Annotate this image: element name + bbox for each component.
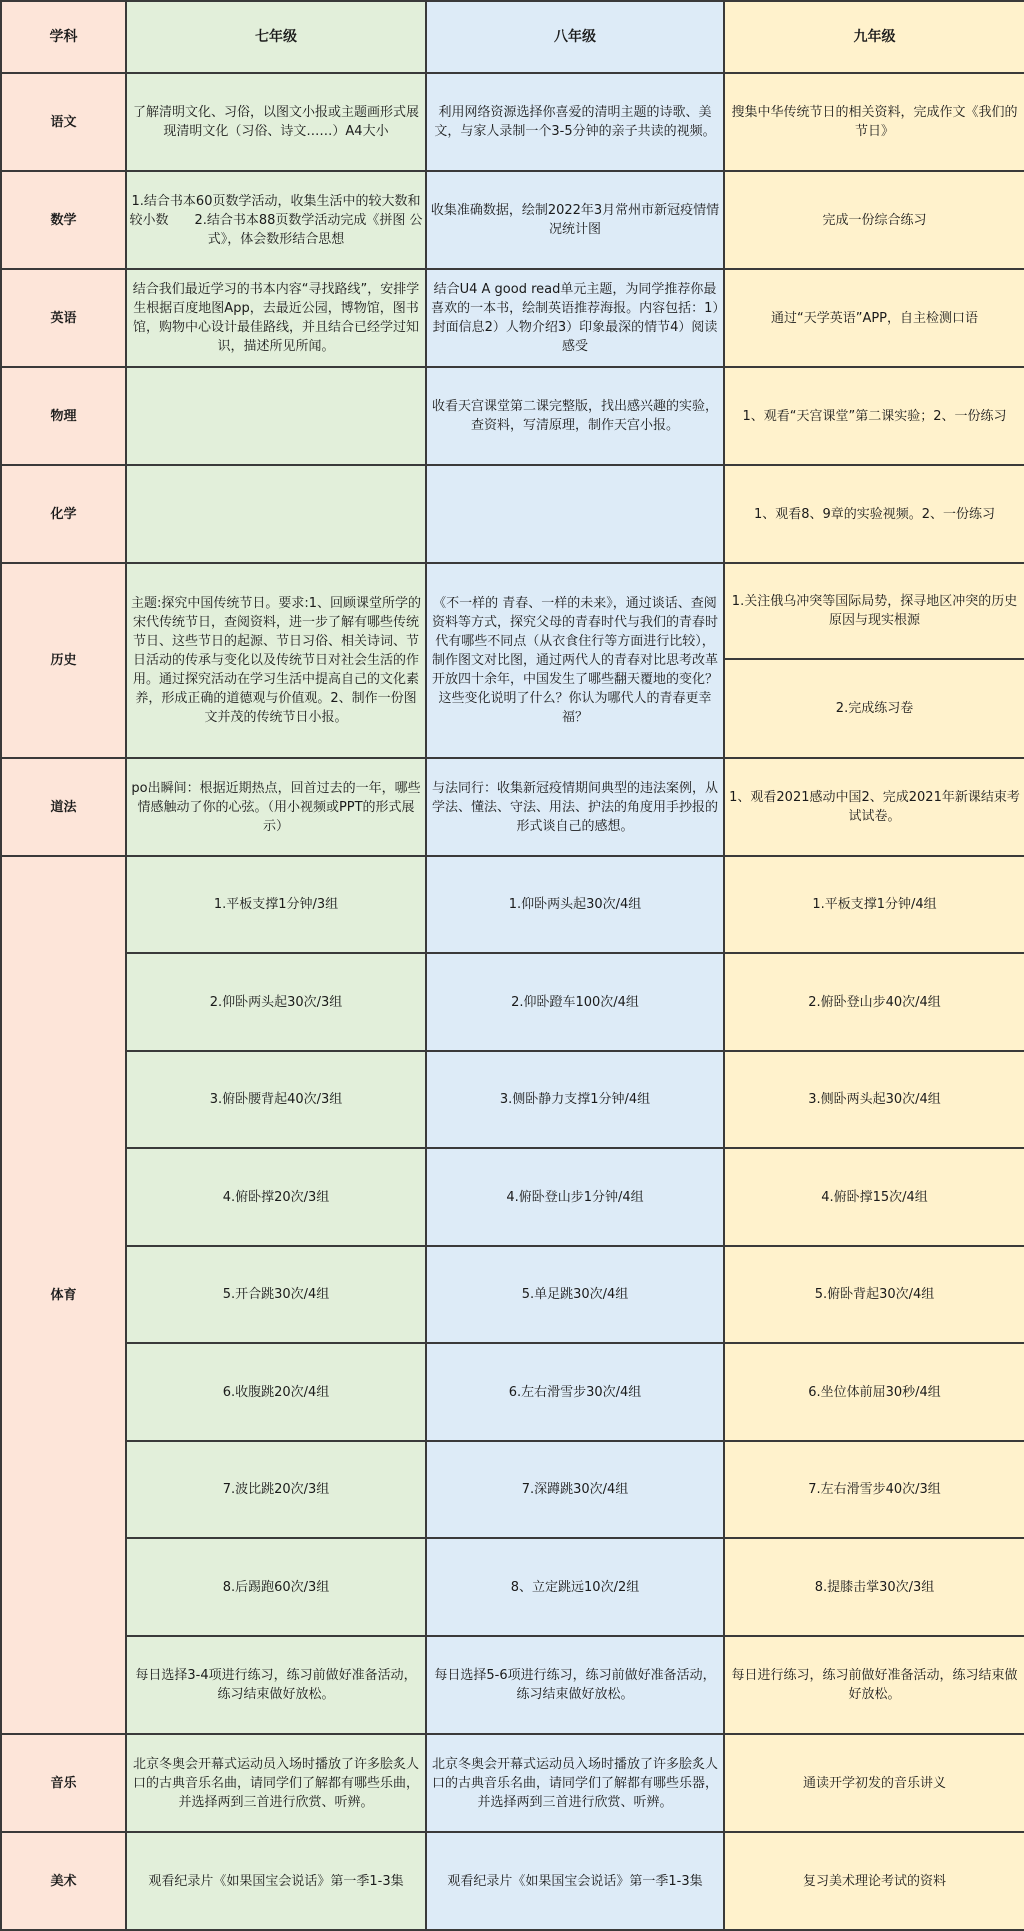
grade9-cell: 3.侧卧两头起30次/4组: [724, 1051, 1024, 1148]
grade7-cell: 8.后踢跑60次/3组: [126, 1538, 426, 1636]
grade7-cell: 6.收腹跳20次/4组: [126, 1343, 426, 1441]
grade7-cell: 了解清明文化、习俗，以图文小报或主题画形式展现清明文化（习俗、诗文……）A4大小: [126, 73, 426, 171]
grade9-cell: 搜集中华传统节日的相关资料，完成作文《我们的节日》: [724, 73, 1024, 171]
grade9-cell: 通读开学初发的音乐讲义: [724, 1734, 1024, 1832]
row-morality-law: [1, 758, 1024, 856]
header-row: [1, 1, 1024, 73]
row-pe-3: [1, 1051, 1024, 1148]
subject-cell: 道法: [1, 758, 126, 856]
grade7-cell: po出瞬间：根据近期热点，回首过去的一年，哪些情感触动了你的心弦。（用小视频或PPT的形式展示）: [126, 758, 426, 856]
grade8-cell: 5.单足跳30次/4组: [426, 1246, 724, 1343]
grade9-cell: 4.俯卧撑15次/4组: [724, 1148, 1024, 1246]
grade8-cell: 1.仰卧两头起30次/4组: [426, 856, 724, 953]
row-history: [1, 563, 1024, 659]
row-pe-8: [1, 1538, 1024, 1636]
grade7-cell: 7.波比跳20次/3组: [126, 1441, 426, 1538]
grade7-cell: [126, 465, 426, 563]
header-grade8: 八年级: [426, 1, 724, 73]
grade8-cell: 观看纪录片《如果国宝会说话》第一季1-3集: [426, 1832, 724, 1930]
grade9-cell-part2: 2.完成练习卷: [724, 659, 1024, 758]
row-pe-1: [1, 856, 1024, 953]
subject-cell: 历史: [1, 563, 126, 758]
header-grade9: 九年级: [724, 1, 1024, 73]
grade7-cell: [126, 367, 426, 465]
row-pe-2: [1, 953, 1024, 1051]
grade8-cell: 7.深蹲跳30次/4组: [426, 1441, 724, 1538]
grade8-cell: 每日选择5-6项进行练习，练习前做好准备活动，练习结束做好放松。: [426, 1636, 724, 1734]
grade7-cell: 结合我们最近学习的书本内容“寻找路线”，安排学生根据百度地图App，去最近公园，博物馆，图书馆，购物中心设计最佳路线，并且结合已经学过知识，描述所见所闻。: [126, 269, 426, 367]
row-pe-6: [1, 1343, 1024, 1441]
row-chinese: [1, 73, 1024, 171]
grade7-cell: 1.结合书本60页数学活动，收集生活中的较大数和较小数 2.结合书本88页数学活动完成《拼图 公式》，体会数形结合思想: [126, 171, 426, 269]
grade8-cell: 8、立定跳远10次/2组: [426, 1538, 724, 1636]
subject-cell: 美术: [1, 1832, 126, 1930]
grade9-cell: 完成一份综合练习: [724, 171, 1024, 269]
row-pe-4: [1, 1148, 1024, 1246]
grade9-cell: 2.俯卧登山步40次/4组: [724, 953, 1024, 1051]
grade9-cell: 通过“天学英语”APP，自主检测口语: [724, 269, 1024, 367]
grade9-cell: 1、观看2021感动中国2、完成2021年新课结束考试试卷。: [724, 758, 1024, 856]
row-physics: [1, 367, 1024, 465]
subject-cell: 音乐: [1, 1734, 126, 1832]
grade9-cell: 8.提膝击掌30次/3组: [724, 1538, 1024, 1636]
grade7-cell: 主题:探究中国传统节日。要求:1、回顾课堂所学的宋代传统节日，查阅资料，进一步了解有哪些传统节日、这些节日的起源、节日习俗、相关诗词、节日活动的传承与变化以及传统节日对社会生活的作用。通过探究活动在学习生活中提高自己的文化素养，形成正确的道德观与价值观。2、制作一份图文并茂的传统节日小报。: [126, 563, 426, 758]
grade8-cell: 结合U4 A good read单元主题，为同学推荐你最喜欢的一本书，绘制英语推荐海报。内容包括：1）封面信息2）人物介绍3）印象最深的情节4）阅读感受: [426, 269, 724, 367]
grade7-cell: 3.俯卧腰背起40次/3组: [126, 1051, 426, 1148]
grade8-cell: 2.仰卧蹬车100次/4组: [426, 953, 724, 1051]
grade9-cell: 1、观看8、9章的实验视频。2、一份练习: [724, 465, 1024, 563]
grade8-cell: 北京冬奥会开幕式运动员入场时播放了许多脍炙人口的古典音乐名曲，请同学们了解都有哪些乐器，并选择两到三首进行欣赏、听辨。: [426, 1734, 724, 1832]
grade8-cell: [426, 465, 724, 563]
grade9-cell: 复习美术理论考试的资料: [724, 1832, 1024, 1930]
subject-cell: 体育: [1, 856, 126, 1734]
row-music: [1, 1734, 1024, 1832]
grade9-cell: 6.坐位体前屈30秒/4组: [724, 1343, 1024, 1441]
row-math: [1, 171, 1024, 269]
subject-cell: 物理: [1, 367, 126, 465]
grade8-cell: 收看天宫课堂第二课完整版，找出感兴趣的实验，查资料，写清原理，制作天宫小报。: [426, 367, 724, 465]
header-subject: 学科: [1, 1, 126, 73]
grade7-cell: 2.仰卧两头起30次/3组: [126, 953, 426, 1051]
grade8-cell: 利用网络资源选择你喜爱的清明主题的诗歌、美文，与家人录制一个3-5分钟的亲子共读的视频。: [426, 73, 724, 171]
grade8-cell: 《不一样的 青春、一样的未来》，通过谈话、查阅资料等方式，探究父母的青春时代与我们的青春时代有哪些不同点（从衣食住行等方面进行比较），制作图文对比图，通过两代人的青春对比思考改革开放四十余年，中国发生了哪些翻天覆地的变化？这些变化说明了什么？你认为哪代人的青春更幸福？: [426, 563, 724, 758]
grade8-cell: 4.俯卧登山步1分钟/4组: [426, 1148, 724, 1246]
subject-cell: 数学: [1, 171, 126, 269]
grade8-cell: 3.侧卧静力支撑1分钟/4组: [426, 1051, 724, 1148]
row-chemistry: [1, 465, 1024, 563]
grade7-cell: 每日选择3-4项进行练习，练习前做好准备活动，练习结束做好放松。: [126, 1636, 426, 1734]
grade9-cell: 1、观看“天宫课堂”第二课实验；2、一份练习: [724, 367, 1024, 465]
row-pe-7: [1, 1441, 1024, 1538]
grade9-cell: 5.俯卧背起30次/4组: [724, 1246, 1024, 1343]
grade9-cell-part1: 1.关注俄乌冲突等国际局势，探寻地区冲突的历史原因与现实根源: [724, 563, 1024, 659]
grade7-cell: 5.开合跳30次/4组: [126, 1246, 426, 1343]
header-grade7: 七年级: [126, 1, 426, 73]
subject-cell: 英语: [1, 269, 126, 367]
grade9-cell: 7.左右滑雪步40次/3组: [724, 1441, 1024, 1538]
row-art: [1, 1832, 1024, 1930]
row-pe-5: [1, 1246, 1024, 1343]
subject-cell: 化学: [1, 465, 126, 563]
grade7-cell: 1.平板支撑1分钟/3组: [126, 856, 426, 953]
row-english: [1, 269, 1024, 367]
grade9-cell: 每日进行练习，练习前做好准备活动，练习结束做好放松。: [724, 1636, 1024, 1734]
grade7-cell: 北京冬奥会开幕式运动员入场时播放了许多脍炙人口的古典音乐名曲，请同学们了解都有哪些乐曲，并选择两到三首进行欣赏、听辨。: [126, 1734, 426, 1832]
grade7-cell: 4.俯卧撑20次/3组: [126, 1148, 426, 1246]
grade9-cell: 1.平板支撑1分钟/4组: [724, 856, 1024, 953]
grade8-cell: 6.左右滑雪步30次/4组: [426, 1343, 724, 1441]
grade7-cell: 观看纪录片《如果国宝会说话》第一季1-3集: [126, 1832, 426, 1930]
grade8-cell: 与法同行：收集新冠疫情期间典型的违法案例，从学法、懂法、守法、用法、护法的角度用手抄报的形式谈自己的感想。: [426, 758, 724, 856]
grade8-cell: 收集准确数据，绘制2022年3月常州市新冠疫情情况统计图: [426, 171, 724, 269]
row-pe-9: [1, 1636, 1024, 1734]
subject-cell: 语文: [1, 73, 126, 171]
